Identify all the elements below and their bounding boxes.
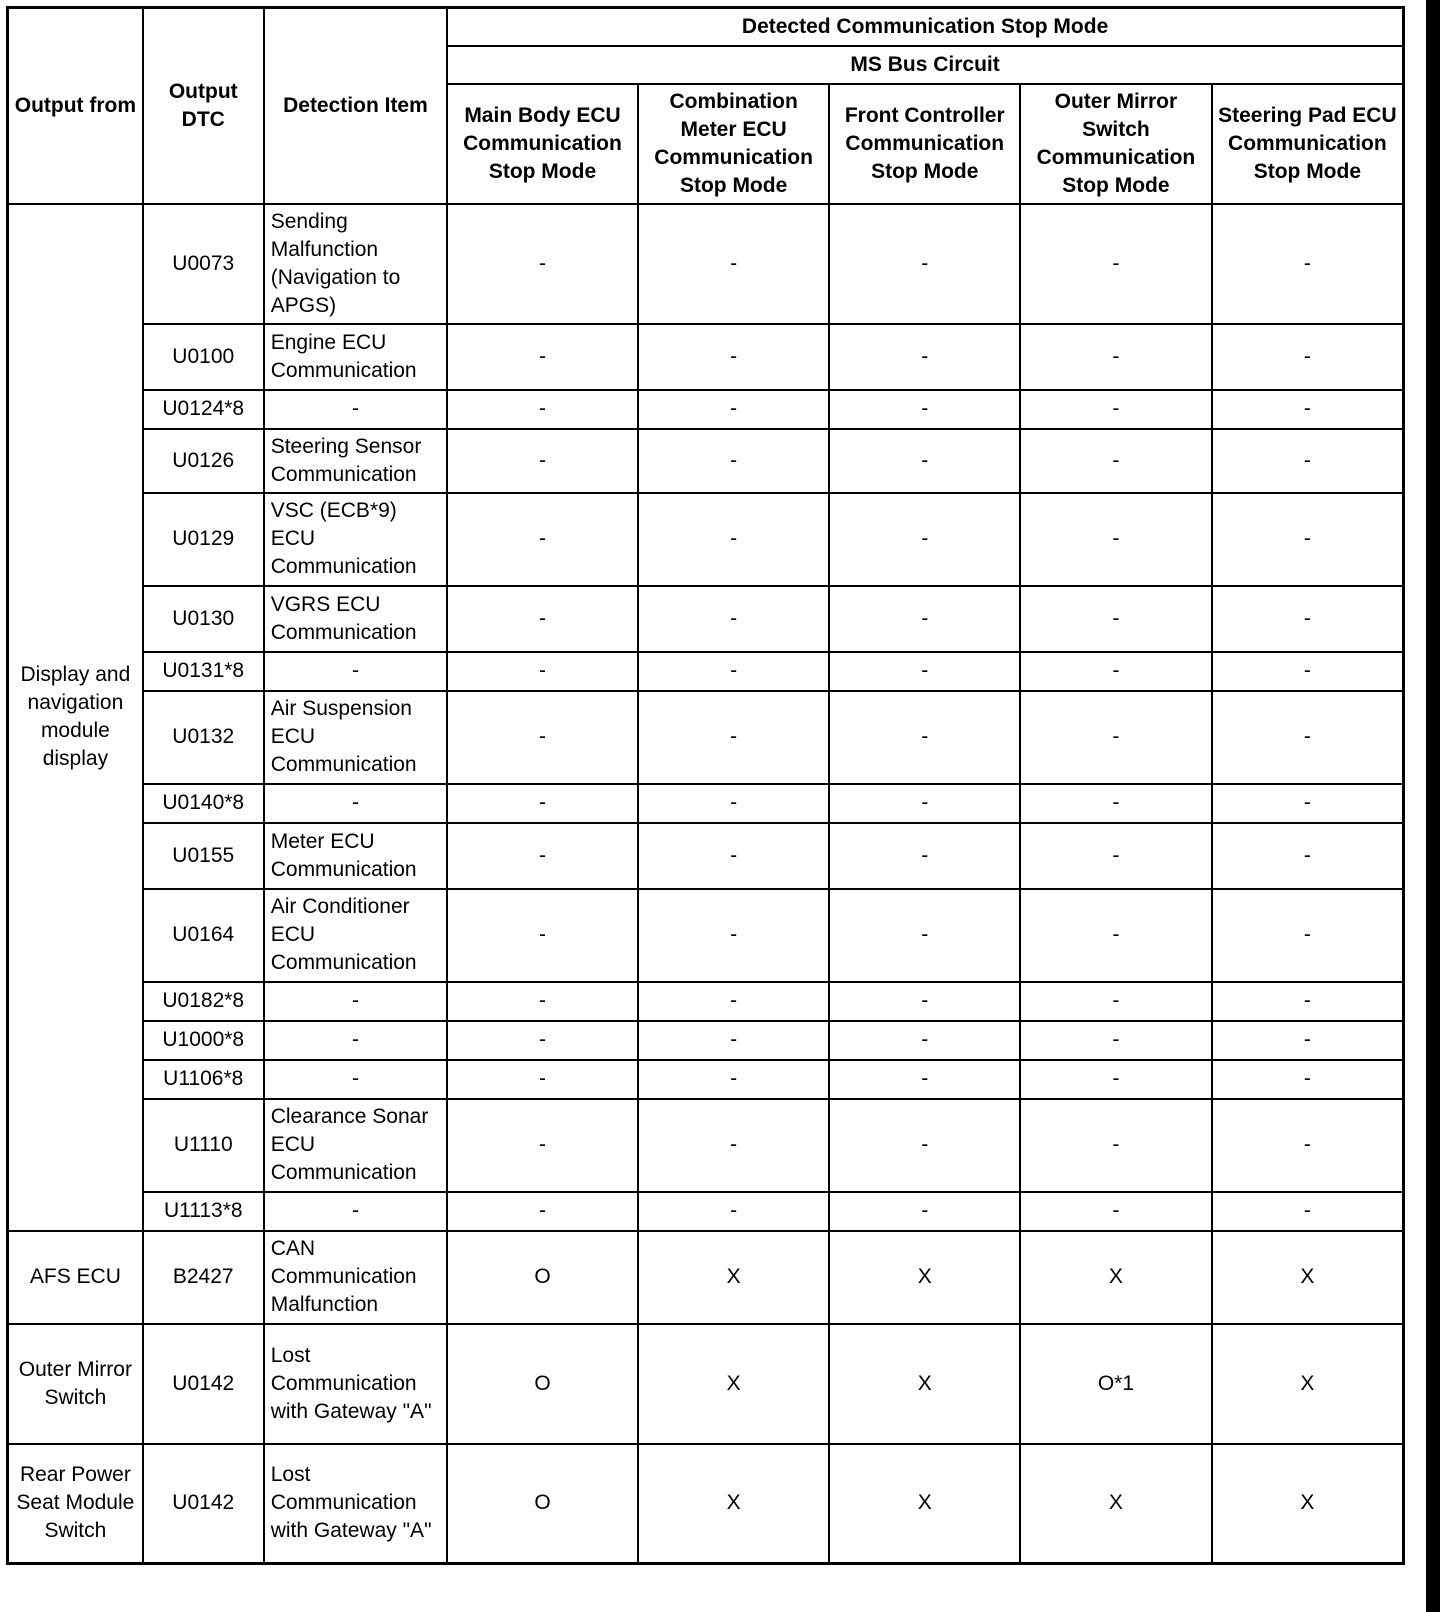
detection-item-cell: -: [264, 784, 447, 823]
mode-value-cell: -: [638, 691, 830, 784]
mode-value-cell: -: [447, 652, 638, 691]
mode-value-cell: -: [638, 390, 830, 429]
table-row: [8, 1192, 1404, 1231]
detection-item-cell: Steering Sensor Communication: [264, 429, 447, 493]
dtc-code-cell: B2427: [143, 1231, 264, 1324]
detection-item-cell: Meter ECU Communication: [264, 823, 447, 889]
mode-value-cell: -: [1212, 324, 1404, 390]
mode-value-cell: -: [1020, 1099, 1212, 1192]
mode-value-cell: -: [1212, 1060, 1404, 1099]
mode-value-cell: X: [1212, 1324, 1404, 1444]
mode-value-cell: -: [1212, 889, 1404, 982]
mode-value-cell: -: [447, 889, 638, 982]
mode-value-cell: -: [638, 204, 830, 324]
mode-value-cell: -: [829, 493, 1020, 586]
mode-value-cell: -: [447, 493, 638, 586]
dtc-code-cell: U1110: [143, 1099, 264, 1192]
header-detection-item: Detection Item: [264, 8, 447, 204]
mode-value-cell: X: [1212, 1444, 1404, 1564]
dtc-document: [6, 6, 1405, 1565]
dtc-code-cell: U0130: [143, 586, 264, 652]
output-from-cell: Outer Mirror Switch: [8, 1324, 143, 1444]
mode-value-cell: -: [447, 1021, 638, 1060]
mode-value-cell: X: [638, 1444, 830, 1564]
table-row: [8, 586, 1404, 652]
mode-value-cell: -: [447, 1099, 638, 1192]
detection-item-cell: Engine ECU Communication: [264, 324, 447, 390]
mode-value-cell: -: [829, 390, 1020, 429]
header-mode-steering-pad: Steering Pad ECU Communication Stop Mode: [1212, 84, 1404, 204]
mode-value-cell: -: [638, 1192, 830, 1231]
mode-value-cell: -: [638, 652, 830, 691]
header-mode-main-body: Main Body ECU Communication Stop Mode: [447, 84, 638, 204]
mode-value-cell: -: [447, 691, 638, 784]
mode-value-cell: -: [1020, 1060, 1212, 1099]
header-ms-bus-circuit: MS Bus Circuit: [447, 46, 1403, 84]
mode-value-cell: -: [638, 493, 830, 586]
detection-item-cell: Air Conditioner ECU Communication: [264, 889, 447, 982]
table-row: [8, 390, 1404, 429]
dtc-code-cell: U0182*8: [143, 982, 264, 1021]
dtc-code-cell: U1106*8: [143, 1060, 264, 1099]
header-detected-stop-mode: Detected Communication Stop Mode: [447, 8, 1403, 46]
detection-item-cell: -: [264, 390, 447, 429]
dtc-code-cell: U1113*8: [143, 1192, 264, 1231]
mode-value-cell: -: [829, 1060, 1020, 1099]
dtc-code-cell: U0124*8: [143, 390, 264, 429]
detection-item-cell: Lost Communication with Gateway "A": [264, 1444, 447, 1564]
mode-value-cell: -: [829, 204, 1020, 324]
mode-value-cell: -: [447, 390, 638, 429]
mode-value-cell: -: [829, 429, 1020, 493]
mode-value-cell: -: [1020, 493, 1212, 586]
table-row: [8, 1324, 1404, 1444]
mode-value-cell: -: [638, 1099, 830, 1192]
dtc-code-cell: U0126: [143, 429, 264, 493]
mode-value-cell: -: [1020, 324, 1212, 390]
mode-value-cell: -: [638, 324, 830, 390]
mode-value-cell: -: [1020, 1021, 1212, 1060]
mode-value-cell: -: [638, 823, 830, 889]
header-output-from: Output from: [8, 8, 143, 204]
mode-value-cell: O: [447, 1324, 638, 1444]
detection-item-cell: -: [264, 982, 447, 1021]
mode-value-cell: -: [1020, 652, 1212, 691]
mode-value-cell: -: [447, 324, 638, 390]
mode-value-cell: -: [1212, 493, 1404, 586]
output-from-cell: AFS ECU: [8, 1231, 143, 1324]
mode-value-cell: -: [1212, 1021, 1404, 1060]
mode-value-cell: -: [829, 1021, 1020, 1060]
mode-value-cell: -: [1212, 586, 1404, 652]
detection-item-cell: -: [264, 1060, 447, 1099]
mode-value-cell: -: [447, 586, 638, 652]
mode-value-cell: -: [1212, 691, 1404, 784]
table-row: [8, 1099, 1404, 1192]
table-row: [8, 324, 1404, 390]
table-row: [8, 823, 1404, 889]
dtc-code-cell: U0140*8: [143, 784, 264, 823]
mode-value-cell: -: [829, 889, 1020, 982]
output-from-cell: Rear Power Seat Module Switch: [8, 1444, 143, 1564]
mode-value-cell: -: [638, 429, 830, 493]
table-row: [8, 1231, 1404, 1324]
mode-value-cell: -: [1212, 390, 1404, 429]
table-row: [8, 784, 1404, 823]
mode-value-cell: X: [829, 1231, 1020, 1324]
mode-value-cell: X: [1020, 1231, 1212, 1324]
dtc-code-cell: U0142: [143, 1324, 264, 1444]
table-row: [8, 652, 1404, 691]
mode-value-cell: -: [1020, 1192, 1212, 1231]
mode-value-cell: -: [829, 823, 1020, 889]
dtc-code-cell: U1000*8: [143, 1021, 264, 1060]
detection-item-cell: -: [264, 652, 447, 691]
mode-value-cell: -: [1020, 982, 1212, 1021]
output-from-cell: Display and navigation module display: [8, 204, 143, 1231]
mode-value-cell: X: [638, 1231, 830, 1324]
detection-item-cell: -: [264, 1192, 447, 1231]
mode-value-cell: -: [1020, 823, 1212, 889]
detection-item-cell: Lost Communication with Gateway "A": [264, 1324, 447, 1444]
table-row: [8, 982, 1404, 1021]
mode-value-cell: -: [1212, 652, 1404, 691]
mode-value-cell: -: [447, 1060, 638, 1099]
dtc-table: [6, 6, 1405, 1565]
mode-value-cell: -: [447, 784, 638, 823]
dtc-code-cell: U0132: [143, 691, 264, 784]
mode-value-cell: -: [829, 586, 1020, 652]
detection-item-cell: VGRS ECU Communication: [264, 586, 447, 652]
mode-value-cell: -: [829, 1099, 1020, 1192]
dtc-code-cell: U0100: [143, 324, 264, 390]
mode-value-cell: -: [447, 1192, 638, 1231]
mode-value-cell: X: [638, 1324, 830, 1444]
detection-item-cell: VSC (ECB*9) ECU Communication: [264, 493, 447, 586]
table-row: [8, 1060, 1404, 1099]
header-mode-combination-meter: Combination Meter ECU Communication Stop Mode: [638, 84, 830, 204]
mode-value-cell: -: [829, 691, 1020, 784]
mode-value-cell: -: [1212, 1192, 1404, 1231]
mode-value-cell: -: [1020, 390, 1212, 429]
header-output-dtc: Output DTC: [143, 8, 264, 204]
mode-value-cell: -: [447, 204, 638, 324]
header-mode-front-controller: Front Controller Communication Stop Mode: [829, 84, 1020, 204]
mode-value-cell: -: [1212, 1099, 1404, 1192]
mode-value-cell: -: [829, 982, 1020, 1021]
mode-value-cell: -: [1020, 429, 1212, 493]
mode-value-cell: -: [638, 586, 830, 652]
mode-value-cell: -: [829, 652, 1020, 691]
mode-value-cell: -: [829, 784, 1020, 823]
mode-value-cell: -: [638, 1060, 830, 1099]
dtc-code-cell: U0164: [143, 889, 264, 982]
mode-value-cell: -: [447, 823, 638, 889]
table-row: [8, 493, 1404, 586]
mode-value-cell: -: [1212, 823, 1404, 889]
mode-value-cell: O: [447, 1231, 638, 1324]
table-row: [8, 204, 1404, 324]
mode-value-cell: -: [638, 982, 830, 1021]
table-row: [8, 1021, 1404, 1060]
detection-item-cell: Clearance Sonar ECU Communication: [264, 1099, 447, 1192]
mode-value-cell: -: [1020, 691, 1212, 784]
detection-item-cell: Air Suspension ECU Communication: [264, 691, 447, 784]
detection-item-cell: CAN Communication Malfunction: [264, 1231, 447, 1324]
mode-value-cell: X: [1020, 1444, 1212, 1564]
mode-value-cell: X: [1212, 1231, 1404, 1324]
mode-value-cell: -: [447, 982, 638, 1021]
mode-value-cell: -: [1020, 204, 1212, 324]
mode-value-cell: -: [638, 784, 830, 823]
table-row: [8, 889, 1404, 982]
mode-value-cell: X: [829, 1324, 1020, 1444]
mode-value-cell: O: [447, 1444, 638, 1564]
mode-value-cell: -: [1212, 784, 1404, 823]
mode-value-cell: -: [1020, 586, 1212, 652]
mode-value-cell: -: [638, 1021, 830, 1060]
mode-value-cell: -: [1212, 204, 1404, 324]
dtc-table-body: [8, 204, 1404, 1564]
dtc-code-cell: U0073: [143, 204, 264, 324]
mode-value-cell: -: [638, 889, 830, 982]
table-row: [8, 691, 1404, 784]
table-row: [8, 1444, 1404, 1564]
detection-item-cell: Sending Malfunction (Navigation to APGS): [264, 204, 447, 324]
mode-value-cell: -: [829, 324, 1020, 390]
mode-value-cell: -: [447, 429, 638, 493]
dtc-code-cell: U0155: [143, 823, 264, 889]
detection-item-cell: -: [264, 1021, 447, 1060]
dtc-code-cell: U0131*8: [143, 652, 264, 691]
mode-value-cell: -: [1212, 429, 1404, 493]
mode-value-cell: -: [1020, 889, 1212, 982]
dtc-code-cell: U0129: [143, 493, 264, 586]
mode-value-cell: -: [829, 1192, 1020, 1231]
right-edge-bar: [1426, 0, 1440, 1612]
mode-value-cell: O*1: [1020, 1324, 1212, 1444]
mode-value-cell: -: [1212, 982, 1404, 1021]
header-mode-outer-mirror: Outer Mirror Switch Communication Stop Mode: [1020, 84, 1212, 204]
mode-value-cell: X: [829, 1444, 1020, 1564]
table-row: [8, 429, 1404, 493]
dtc-code-cell: U0142: [143, 1444, 264, 1564]
mode-value-cell: -: [1020, 784, 1212, 823]
